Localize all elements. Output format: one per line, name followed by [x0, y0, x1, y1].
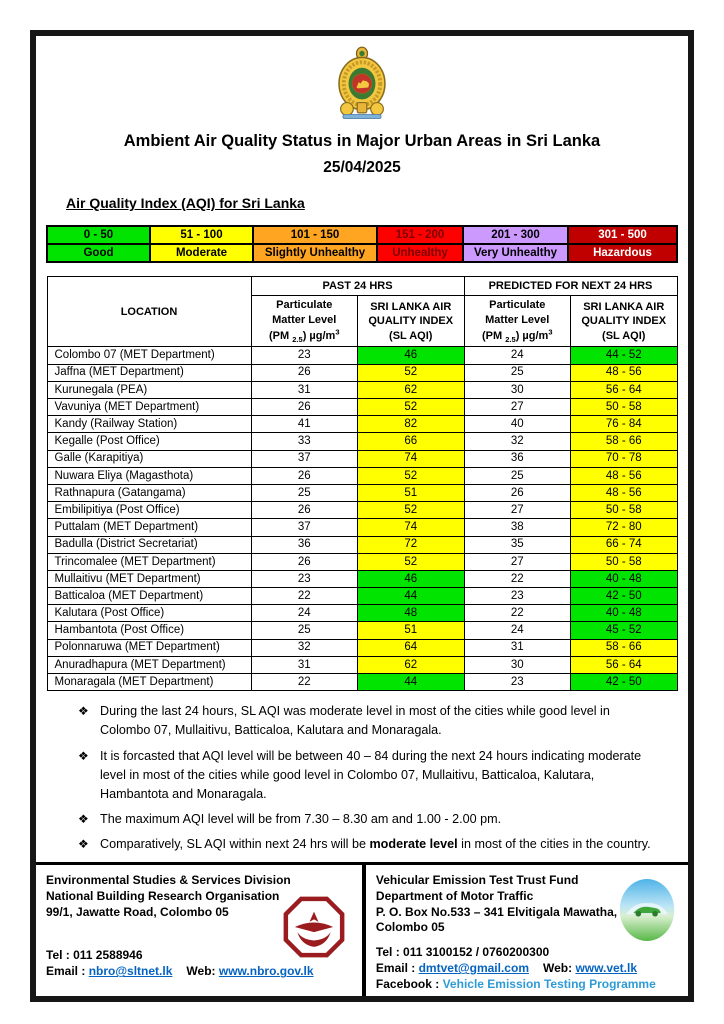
past-pm-cell: 26 [251, 502, 358, 519]
table-row [47, 433, 677, 450]
notes-section [78, 702, 662, 854]
legend-label-cell: Hazardous [568, 244, 677, 262]
note-bullet [78, 810, 662, 829]
past-aqi-cell: 74 [358, 450, 465, 467]
page-title: Ambient Air Quality Status in Major Urban Areas in Sri Lanka [123, 132, 601, 150]
past-pm-cell: 26 [251, 467, 358, 484]
past-aqi-cell: 52 [358, 553, 465, 570]
pred-aqi-cell: 48 - 56 [571, 364, 678, 381]
nbro-email-link[interactable]: nbro@sltnet.lk [88, 964, 173, 979]
nbro-contact-line [46, 964, 354, 980]
location-cell: Anuradhapura (MET Department) [47, 656, 251, 673]
past-pm-cell: 23 [251, 570, 358, 587]
pred-pm-cell: 27 [464, 553, 571, 570]
bullet-diamond-icon: ❖ [78, 748, 89, 763]
location-cell: Badulla (District Secretariat) [47, 536, 251, 553]
vet-address [376, 873, 631, 936]
web-label: Web: [186, 964, 219, 979]
footer [36, 862, 688, 996]
location-header: LOCATION [47, 277, 251, 347]
table-row [47, 381, 677, 398]
table-row [47, 639, 677, 656]
past-pm-cell: 25 [251, 622, 358, 639]
past-aqi-cell: 46 [358, 570, 465, 587]
pred-aqi-cell: 72 - 80 [571, 519, 678, 536]
table-row [47, 536, 677, 553]
legend-label-cell: Good [47, 244, 150, 262]
past-pm-cell: 22 [251, 674, 358, 691]
pred-pm-cell: 38 [464, 519, 571, 536]
table-row [47, 450, 677, 467]
past-aqi-cell: 74 [358, 519, 465, 536]
table-row [47, 588, 677, 605]
location-cell: Galle (Karapitiya) [47, 450, 251, 467]
table-row [47, 467, 677, 484]
location-cell: Jaffna (MET Department) [47, 364, 251, 381]
footer-vet-box [366, 865, 688, 996]
pm-header-line3: (PM $_{2.5}$) $\mu g/m^3$ [482, 326, 553, 344]
location-cell: Trincomalee (MET Department) [47, 553, 251, 570]
vet-email-link[interactable]: dmtvet@gmail.com [418, 961, 529, 976]
past-pm-cell: 26 [251, 364, 358, 381]
pred-aqi-cell: 45 - 52 [571, 622, 678, 639]
pred-aqi-cell: 50 - 58 [571, 399, 678, 416]
address-line: Colombo 05 [375, 920, 445, 935]
nbro-tel: Tel : 011 2588946 [46, 948, 143, 963]
pred-pm-cell: 32 [464, 433, 571, 450]
bullet-diamond-icon: ❖ [78, 704, 89, 719]
pred-pm-cell: 30 [464, 381, 571, 398]
legend-range-cell: 101 - 150 [253, 226, 377, 244]
location-cell: Kandy (Railway Station) [47, 416, 251, 433]
pred-pm-cell: 24 [464, 622, 571, 639]
past-pm-cell: 26 [251, 399, 358, 416]
table-row [47, 622, 677, 639]
location-cell: Batticaloa (MET Department) [47, 588, 251, 605]
pred-aqi-cell: 40 - 48 [571, 605, 678, 622]
note-text: It is forcasted that AQI level will be between 40 – 84 during the next 24 hours indicating moderate level in most of the cities while good level in Colombo 07, Mullaitivu, Batticaloa, Kalutara, Hambantota and Monaragala. [100, 748, 642, 801]
past-pm-cell: 25 [251, 484, 358, 501]
report-date: 25/04/2025 [323, 159, 401, 176]
note-text: The maximum AQI level will be from 7.30 – 8.30 am and 1.00 - 2.00 pm. [100, 811, 502, 826]
pred-pm-cell: 31 [464, 639, 571, 656]
location-cell: Vavuniya (MET Department) [47, 399, 251, 416]
location-cell: Mullaitivu (MET Department) [47, 570, 251, 587]
past-aqi-cell: 46 [358, 347, 465, 364]
past-aqi-cell: 72 [358, 536, 465, 553]
table-row [47, 656, 677, 673]
vet-tel: Tel : 011 3100152 / 0760200300 [375, 945, 550, 960]
table-row [47, 347, 677, 364]
past-aqi-cell: 52 [358, 502, 465, 519]
nbro-web-link[interactable]: www.nbro.gov.lk [218, 964, 314, 979]
footer-nbro-box [36, 865, 366, 996]
past-pm-header [251, 296, 358, 347]
past-pm-cell: 31 [251, 656, 358, 673]
aqi-table [47, 276, 678, 691]
pred-pm-cell: 24 [464, 347, 571, 364]
section-heading: Air Quality Index (AQI) for Sri Lanka [66, 195, 305, 211]
legend-label-cell: Very Unhealthy [463, 244, 568, 262]
pred-pm-cell: 25 [464, 467, 571, 484]
pred-aqi-cell: 40 - 48 [571, 570, 678, 587]
email-label: Email : [46, 964, 89, 979]
pm-header-line1: Particulate [489, 299, 546, 312]
address-line: Department of Motor Traffic [375, 888, 534, 903]
facebook-label: Facebook : [375, 976, 443, 991]
past-aqi-cell: 52 [358, 364, 465, 381]
past-pm-cell: 37 [251, 450, 358, 467]
pred-pm-cell: 22 [464, 570, 571, 587]
past-aqi-cell: 51 [358, 484, 465, 501]
past-aqi-cell: 62 [358, 381, 465, 398]
location-cell: Rathnapura (Gatangama) [47, 484, 251, 501]
location-cell: Colombo 07 (MET Department) [47, 347, 251, 364]
table-row [47, 364, 677, 381]
document-page [30, 30, 694, 1002]
table-row [47, 674, 677, 691]
vet-contact-line [376, 961, 676, 977]
aqi-header-line3: (SL AQI) [602, 329, 646, 342]
pred-aqi-cell: 76 - 84 [571, 416, 678, 433]
past-aqi-cell: 44 [358, 674, 465, 691]
pred-pm-header [464, 296, 571, 347]
bullet-diamond-icon: ❖ [78, 837, 89, 852]
pred-pm-cell: 27 [464, 502, 571, 519]
vet-web-link[interactable]: www.vet.lk [575, 961, 638, 976]
table-row [47, 502, 677, 519]
aqi-header-line1: SRI LANKA AIR [583, 300, 665, 313]
pred-aqi-header [571, 296, 678, 347]
pred-pm-cell: 23 [464, 588, 571, 605]
past-aqi-cell: 52 [358, 399, 465, 416]
note-bullet [78, 702, 662, 740]
pred-aqi-cell: 56 - 64 [571, 656, 678, 673]
note-text: Comparatively, SL AQI within next 24 hrs will be moderate level in most of the cities in the country. [100, 837, 651, 852]
table-row [47, 553, 677, 570]
pred-aqi-cell: 42 - 50 [571, 674, 678, 691]
pred-pm-cell: 25 [464, 364, 571, 381]
aqi-legend [46, 225, 678, 263]
past-pm-cell: 23 [251, 347, 358, 364]
pred-aqi-cell: 48 - 56 [571, 467, 678, 484]
pred-aqi-cell: 48 - 56 [571, 484, 678, 501]
table-row [47, 605, 677, 622]
pred-pm-cell: 35 [464, 536, 571, 553]
sri-lanka-emblem-icon [330, 44, 394, 120]
past-pm-cell: 32 [251, 639, 358, 656]
pred-pm-cell: 40 [464, 416, 571, 433]
legend-range-cell: 301 - 500 [568, 226, 677, 244]
past-aqi-cell: 52 [358, 467, 465, 484]
location-cell: Embilipitiya (Post Office) [47, 502, 251, 519]
past-pm-cell: 33 [251, 433, 358, 450]
past-pm-cell: 41 [251, 416, 358, 433]
pm-header-line2: Matter Level [485, 313, 550, 326]
past-aqi-cell: 48 [358, 605, 465, 622]
nbro-address [46, 873, 301, 920]
past-24-header: PAST 24 HRS [251, 277, 464, 296]
pred-pm-cell: 23 [464, 674, 571, 691]
aqi-header-line2: QUALITY INDEX [581, 315, 667, 328]
vet-logo-icon [616, 877, 678, 943]
address-line: Vehicular Emission Test Trust Fund [375, 873, 579, 887]
note-text: During the last 24 hours, SL AQI was moderate level in most of the cities while good level in Colombo 07, Mullaitivu, Batticaloa, Kalutara and Monaragala. [100, 704, 610, 738]
past-aqi-cell: 66 [358, 433, 465, 450]
aqi-header-line3: (SL AQI) [389, 329, 433, 342]
pred-aqi-cell: 70 - 78 [571, 450, 678, 467]
table-row [47, 570, 677, 587]
legend-range-cell: 151 - 200 [377, 226, 463, 244]
document-header [36, 44, 688, 120]
past-aqi-cell: 62 [358, 656, 465, 673]
predicted-24-header: PREDICTED FOR NEXT 24 HRS [464, 277, 677, 296]
aqi-header-line1: SRI LANKA AIR [370, 300, 452, 313]
legend-label-cell: Unhealthy [377, 244, 463, 262]
table-row [47, 519, 677, 536]
table-row [47, 484, 677, 501]
nbro-logo-icon [282, 895, 346, 959]
vet-facebook-link[interactable]: Vehicle Emission Testing Programme [442, 976, 656, 991]
pred-aqi-cell: 44 - 52 [571, 347, 678, 364]
address-line: P. O. Box No.533 – 341 Elvitigala Mawatha, [375, 904, 618, 919]
pred-aqi-cell: 50 - 58 [571, 553, 678, 570]
note-bullet [78, 835, 662, 854]
pm-header-line1: Particulate [276, 299, 333, 312]
pred-aqi-cell: 58 - 66 [571, 433, 678, 450]
location-cell: Puttalam (MET Department) [47, 519, 251, 536]
pred-aqi-cell: 66 - 74 [571, 536, 678, 553]
location-cell: Monaragala (MET Department) [47, 674, 251, 691]
email-label: Email : [375, 961, 419, 976]
pred-aqi-cell: 42 - 50 [571, 588, 678, 605]
location-cell: Kalutara (Post Office) [47, 605, 251, 622]
location-cell: Kurunegala (PEA) [47, 381, 251, 398]
pred-aqi-cell: 56 - 64 [571, 381, 678, 398]
legend-range-cell: 0 - 50 [47, 226, 150, 244]
past-aqi-cell: 82 [358, 416, 465, 433]
location-cell: Kegalle (Post Office) [47, 433, 251, 450]
location-cell: Hambantota (Post Office) [47, 622, 251, 639]
past-pm-cell: 26 [251, 553, 358, 570]
pred-pm-cell: 27 [464, 399, 571, 416]
pred-pm-cell: 22 [464, 605, 571, 622]
address-line: National Building Research Organisation [46, 888, 280, 903]
past-aqi-header [358, 296, 465, 347]
bullet-diamond-icon: ❖ [78, 811, 89, 826]
past-aqi-cell: 64 [358, 639, 465, 656]
past-aqi-cell: 44 [358, 588, 465, 605]
address-line: Environmental Studies & Services Division [46, 873, 291, 887]
past-pm-cell: 24 [251, 605, 358, 622]
location-cell: Polonnaruwa (MET Department) [47, 639, 251, 656]
pm-header-line2: Matter Level [272, 313, 337, 326]
legend-range-cell: 201 - 300 [463, 226, 568, 244]
table-row [47, 399, 677, 416]
pred-pm-cell: 30 [464, 656, 571, 673]
past-pm-cell: 36 [251, 536, 358, 553]
pred-aqi-cell: 58 - 66 [571, 639, 678, 656]
legend-label-cell: Slightly Unhealthy [253, 244, 377, 262]
past-pm-cell: 31 [251, 381, 358, 398]
past-aqi-cell: 51 [358, 622, 465, 639]
legend-range-row [47, 226, 677, 244]
pm-header-line3: (PM $_{2.5}$) $\mu g/m^3$ [269, 326, 340, 344]
pred-pm-cell: 36 [464, 450, 571, 467]
aqi-header-line2: QUALITY INDEX [368, 315, 454, 328]
address-line: 99/1, Jawatte Road, Colombo 05 [46, 904, 229, 919]
legend-label-row [47, 244, 677, 262]
vet-facebook-line [376, 977, 676, 993]
pred-aqi-cell: 50 - 58 [571, 502, 678, 519]
past-pm-cell: 22 [251, 588, 358, 605]
legend-label-cell: Moderate [150, 244, 253, 262]
pred-pm-cell: 26 [464, 484, 571, 501]
legend-range-cell: 51 - 100 [150, 226, 253, 244]
note-bullet [78, 747, 662, 804]
location-cell: Nuwara Eliya (Magasthota) [47, 467, 251, 484]
table-row [47, 416, 677, 433]
past-pm-cell: 37 [251, 519, 358, 536]
web-label: Web: [542, 961, 576, 976]
